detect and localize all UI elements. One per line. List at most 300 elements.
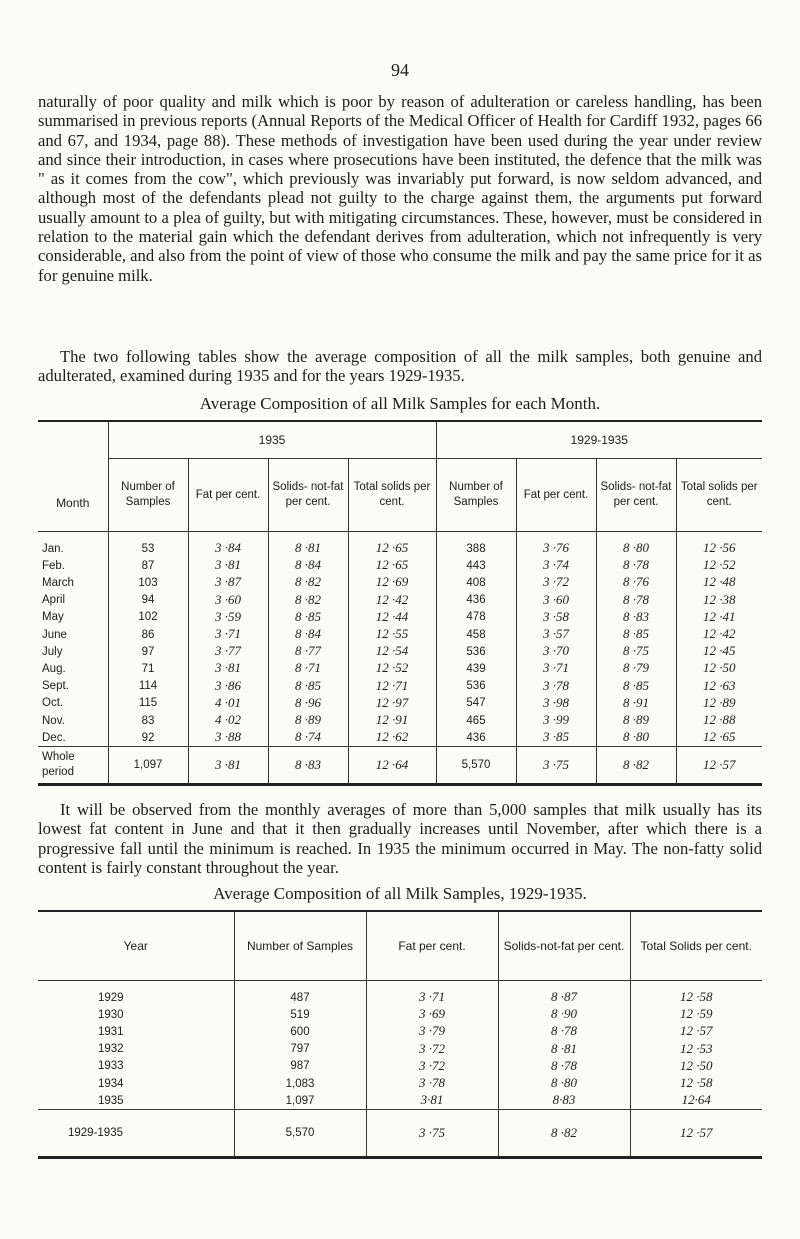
group-1935-header: 1935 [108, 421, 436, 459]
samples-cell: 102 [108, 609, 188, 626]
snf-cell [498, 1075, 630, 1092]
snf-cell-value: 8 ·79 [623, 660, 649, 676]
table-row [38, 660, 762, 677]
samples-cell: 1,097 [108, 747, 188, 785]
snf-cell [268, 609, 348, 626]
col-total-header: Total Solids per cent. [630, 911, 762, 981]
snf-cell-value: 8 ·84 [295, 557, 321, 573]
fat-cell [516, 729, 596, 747]
snf-cell [268, 660, 348, 677]
fat-cell-value: 3 ·79 [419, 1023, 445, 1039]
snf-cell [498, 1110, 630, 1158]
fat-cell-value: 3 ·60 [215, 591, 241, 607]
samples-cell: 53 [108, 532, 188, 558]
table-row [38, 626, 762, 643]
total-cell [676, 609, 762, 626]
samples-cell: 5,570 [234, 1110, 366, 1158]
fat-cell [516, 678, 596, 695]
fat-cell [516, 660, 596, 677]
snf-cell [596, 626, 676, 643]
snf-cell-value: 8 ·75 [623, 643, 649, 659]
fat-cell [366, 1110, 498, 1158]
snf-cell-value: 8 ·80 [551, 1075, 577, 1091]
fat-cell [516, 574, 596, 591]
total-cell [348, 678, 436, 695]
total-cell-value: 12 ·65 [375, 540, 409, 555]
page-number: 94 [391, 60, 409, 80]
fat-cell [188, 729, 268, 747]
fat-cell [188, 592, 268, 609]
total-cell-value: 12 ·63 [703, 677, 736, 693]
total-cell [348, 574, 436, 591]
total-cell [630, 1041, 762, 1058]
snf-cell [596, 660, 676, 677]
snf-cell-value: 8 ·96 [295, 694, 321, 710]
col-fat-header: Fat per cent. [188, 459, 268, 532]
fat-cell-value: 4 ·01 [215, 694, 241, 710]
samples-cell: 1,097 [234, 1092, 366, 1110]
samples-cell: 103 [108, 574, 188, 591]
fat-cell-value: 3 ·76 [543, 540, 569, 555]
col-month-header: Month [56, 495, 90, 510]
snf-cell-value: 8 ·74 [295, 729, 321, 745]
table-row [38, 981, 762, 1007]
fat-cell [366, 1041, 498, 1058]
fat-cell-value: 3 ·81 [215, 756, 241, 772]
samples-cell: 478 [436, 609, 516, 626]
samples-cell: 443 [436, 557, 516, 574]
snf-cell-value: 8 ·84 [295, 626, 321, 642]
col-snf-header: Solids-not-fat per cent. [498, 911, 630, 981]
snf-cell [596, 574, 676, 591]
fat-cell-value: 3 ·88 [215, 729, 241, 745]
total-cell-value: 12 ·52 [375, 660, 409, 676]
fat-cell [516, 712, 596, 729]
snf-cell-value: 8·83 [552, 1092, 576, 1108]
col-samples-header: Number of Samples [108, 459, 188, 532]
table2-caption: Average Composition of all Milk Samples, 1929-1935. [213, 884, 587, 903]
snf-cell-value: 8 ·90 [551, 1006, 577, 1022]
total-cell [348, 643, 436, 660]
total-cell-value: 12 ·41 [703, 608, 736, 624]
paragraph-tables-intro: The two following tables show the average composition of all the milk samples, both genuine and adulterated, examined during 1935 and for the years 1929-1935. [38, 347, 762, 386]
fat-cell-value: 3 ·72 [419, 1057, 445, 1073]
snf-cell-value: 8 ·76 [623, 574, 649, 590]
year-cell: 1934 [98, 1077, 124, 1090]
total-cell-value: 12 ·50 [680, 1057, 713, 1073]
fat-cell-value: 3 ·99 [543, 712, 569, 728]
total-cell-value: 12 ·45 [703, 643, 736, 659]
snf-cell-value: 8 ·85 [623, 626, 649, 642]
samples-cell: 97 [108, 643, 188, 660]
snf-cell-value: 8 ·85 [295, 608, 321, 624]
fat-cell [188, 532, 268, 558]
fat-cell-value: 3 ·70 [543, 643, 569, 659]
samples-cell: 600 [234, 1023, 366, 1040]
year-cell: 1935 [98, 1094, 124, 1107]
samples-cell: 519 [234, 1006, 366, 1023]
samples-cell: 115 [108, 695, 188, 712]
fat-cell-value: 3 ·71 [543, 660, 569, 676]
snf-cell [268, 747, 348, 785]
total-cell-value: 12 ·42 [375, 591, 409, 607]
snf-cell [268, 557, 348, 574]
fat-cell [188, 695, 268, 712]
total-cell [630, 1092, 762, 1110]
samples-cell: 439 [436, 660, 516, 677]
table-row [38, 609, 762, 626]
table-row [38, 592, 762, 609]
fat-cell-value: 3 ·84 [215, 540, 241, 555]
col-samples-header: Number of Samples [234, 911, 366, 981]
year-cell: 1931 [98, 1025, 124, 1038]
samples-cell: 487 [234, 981, 366, 1007]
total-cell [630, 1058, 762, 1075]
fat-cell-value: 3 ·75 [543, 756, 569, 772]
month-cell: Feb. [42, 559, 66, 572]
fat-cell-value: 3 ·71 [215, 626, 241, 642]
col-samples-header: Number of Samples [436, 459, 516, 532]
snf-cell-value: 8 ·71 [295, 660, 321, 676]
total-cell [348, 729, 436, 747]
col-snf-header: Solids- not-fat per cent. [596, 459, 676, 532]
fat-cell [516, 747, 596, 785]
snf-cell [596, 532, 676, 558]
group-1929-1935-header: 1929-1935 [436, 421, 762, 459]
table-row [38, 557, 762, 574]
fat-cell-value: 3 ·98 [543, 694, 569, 710]
snf-cell-value: 8 ·80 [623, 540, 649, 555]
snf-cell-value: 8 ·78 [551, 1023, 577, 1039]
paragraph-intro: naturally of poor quality and milk which is poor by reason of adulteration or careless handling, has been summarised in previous reports (Annual Reports of the Medical Officer of Health for Cardiff 1932, pages 66 and 67, and 1934, page 88). These methods of investigation have been used during the year under review and since their introduction, in cases where prosecutions have been instituted, the defence that the milk was " as it comes from the cow", which previously was invariably put forward, is now seldom advanced, and although most of the defendants plead not guilty to the charge against them, the arguments put forward usually amount to a plea of guilty, but with mitigating circumstances. These, however, must be considered in relation to the material gain which the defendant derives from adulteration, which not infrequently is very considerable, and also from the point of view of those who consume the milk and pay the same price for it as for genuine milk. [38, 92, 762, 285]
col-fat-header: Fat per cent. [516, 459, 596, 532]
snf-cell-value: 8 ·87 [551, 989, 577, 1004]
paragraph-observation: It will be observed from the monthly averages of more than 5,000 samples that milk usually has its lowest fat content in June and that it then gradually increases until November, after which there is a progressive fall until the minimum is reached. In 1935 the minimum occurred in May. The non-fatty solid content is fairly constant throughout the year. [38, 800, 762, 877]
table-row [38, 1075, 762, 1092]
snf-cell [498, 1092, 630, 1110]
snf-cell-value: 8 ·80 [623, 729, 649, 745]
fat-cell [516, 643, 596, 660]
total-cell [630, 1110, 762, 1158]
total-cell [676, 574, 762, 591]
snf-cell [268, 626, 348, 643]
snf-cell [268, 712, 348, 729]
snf-cell [498, 1006, 630, 1023]
snf-cell-value: 8 ·83 [623, 608, 649, 624]
month-cell: Sept. [42, 680, 69, 693]
total-cell-value: 12 ·44 [375, 608, 409, 624]
month-cell: May [42, 611, 64, 624]
total-cell-value: 12 ·89 [703, 694, 736, 710]
fat-cell-value: 3 ·72 [543, 574, 569, 590]
total-cell [676, 729, 762, 747]
total-cell-value: 12 ·88 [703, 712, 736, 728]
total-cell [676, 660, 762, 677]
fat-cell-value: 3 ·77 [215, 643, 241, 659]
samples-cell: 458 [436, 626, 516, 643]
snf-cell-value: 8 ·82 [623, 756, 649, 772]
snf-cell-value: 8 ·82 [295, 574, 321, 590]
total-cell-value: 12 ·52 [703, 557, 736, 573]
total-cell [630, 1023, 762, 1040]
month-cell: July [42, 645, 63, 658]
snf-cell [268, 532, 348, 558]
total-cell [676, 626, 762, 643]
total-cell [630, 981, 762, 1007]
total-cell-value: 12·64 [681, 1092, 711, 1108]
total-cell [676, 592, 762, 609]
fat-cell-value: 3 ·81 [215, 557, 241, 573]
total-cell-value: 12 ·57 [680, 1023, 713, 1039]
table-row [38, 678, 762, 695]
fat-cell [188, 557, 268, 574]
total-cell [630, 1006, 762, 1023]
total-cell-value: 12 ·65 [703, 729, 736, 745]
snf-cell [596, 557, 676, 574]
table-row [38, 1006, 762, 1023]
year-cell: 1932 [98, 1043, 124, 1056]
fat-cell-value: 3 ·57 [543, 626, 569, 642]
snf-cell-value: 8 ·89 [295, 712, 321, 728]
col-total-header: Total solids per cent. [348, 459, 436, 532]
fat-cell [366, 1023, 498, 1040]
snf-cell-value: 8 ·77 [295, 643, 321, 659]
month-cell: Aug. [42, 662, 66, 675]
fat-cell-value: 3 ·74 [543, 557, 569, 573]
snf-cell-value: 8 ·89 [623, 712, 649, 728]
fat-cell [366, 1006, 498, 1023]
fat-cell [188, 574, 268, 591]
samples-cell: 797 [234, 1041, 366, 1058]
snf-cell-value: 8 ·85 [295, 677, 321, 693]
samples-cell: 408 [436, 574, 516, 591]
snf-cell [596, 729, 676, 747]
table-row [38, 532, 762, 558]
fat-cell-value: 3 ·71 [419, 989, 445, 1004]
fat-cell-value: 3 ·85 [543, 729, 569, 745]
year-cell: 1929 [98, 991, 124, 1004]
total-cell [676, 678, 762, 695]
fat-cell [516, 557, 596, 574]
total-cell-value: 12 ·54 [375, 643, 409, 659]
total-cell [348, 626, 436, 643]
total-cell-value: 12 ·97 [375, 694, 409, 710]
total-cell [348, 712, 436, 729]
snf-cell [596, 609, 676, 626]
samples-cell: 536 [436, 643, 516, 660]
table-row [38, 574, 762, 591]
samples-cell: 83 [108, 712, 188, 729]
snf-cell [596, 678, 676, 695]
total-cell [630, 1075, 762, 1092]
snf-cell [268, 695, 348, 712]
fat-cell [188, 643, 268, 660]
table-row [38, 712, 762, 729]
total-row [38, 1110, 762, 1158]
total-cell-value: 12 ·57 [703, 756, 736, 772]
samples-cell: 388 [436, 532, 516, 558]
total-cell-value: 12 ·71 [375, 677, 409, 693]
total-cell-value: 12 ·69 [375, 574, 409, 590]
samples-cell: 114 [108, 678, 188, 695]
month-cell: Nov. [42, 714, 65, 727]
fat-cell [366, 1092, 498, 1110]
snf-cell-value: 8 ·82 [551, 1124, 577, 1140]
fat-cell [516, 532, 596, 558]
fat-cell [188, 660, 268, 677]
total-cell-value: 12 ·56 [703, 540, 736, 555]
snf-cell [596, 643, 676, 660]
total-cell [676, 747, 762, 785]
total-cell-value: 12 ·55 [375, 626, 409, 642]
snf-cell [498, 1058, 630, 1075]
samples-cell: 547 [436, 695, 516, 712]
col-snf-header: Solids- not-fat per cent. [268, 459, 348, 532]
samples-cell: 436 [436, 592, 516, 609]
fat-cell [516, 592, 596, 609]
fat-cell [188, 712, 268, 729]
fat-cell [366, 1058, 498, 1075]
table-row [38, 1058, 762, 1075]
fat-cell-value: 3 ·78 [419, 1075, 445, 1091]
table1-caption: Average Composition of all Milk Samples for each Month. [199, 394, 601, 413]
samples-cell: 92 [108, 729, 188, 747]
total-cell-value: 12 ·58 [680, 1075, 713, 1091]
year-cell: 1933 [98, 1060, 124, 1073]
total-cell [348, 557, 436, 574]
fat-cell-value: 3 ·60 [543, 591, 569, 607]
snf-cell [596, 592, 676, 609]
fat-cell-value: 3 ·75 [419, 1124, 445, 1140]
fat-cell [366, 1075, 498, 1092]
month-cell: March [42, 576, 74, 589]
table-row [38, 643, 762, 660]
fat-cell-value: 3 ·87 [215, 574, 241, 590]
table-row [38, 1092, 762, 1110]
snf-cell [268, 643, 348, 660]
fat-cell [516, 626, 596, 643]
col-year-header: Year [38, 911, 234, 981]
snf-cell-value: 8 ·81 [295, 540, 321, 555]
fat-cell [516, 609, 596, 626]
month-cell: Whole period [38, 747, 108, 785]
table-row [38, 1041, 762, 1058]
snf-cell [268, 729, 348, 747]
month-cell: Jan. [42, 542, 64, 555]
year-cell: 1930 [98, 1008, 124, 1021]
total-cell [676, 643, 762, 660]
samples-cell: 87 [108, 557, 188, 574]
samples-cell: 1,083 [234, 1075, 366, 1092]
snf-cell-value: 8 ·91 [623, 694, 649, 710]
snf-cell [268, 574, 348, 591]
fat-cell [188, 678, 268, 695]
month-cell: April [42, 594, 66, 607]
samples-cell: 5,570 [436, 747, 516, 785]
total-cell-value: 12 ·38 [703, 591, 736, 607]
fat-cell-value: 3·81 [420, 1092, 444, 1108]
total-cell-value: 12 ·64 [375, 756, 409, 772]
total-cell-value: 12 ·57 [680, 1124, 713, 1140]
col-total-header: Total solids per cent. [676, 459, 762, 532]
total-cell [676, 557, 762, 574]
total-cell-value: 12 ·53 [680, 1040, 713, 1056]
total-cell [348, 747, 436, 785]
samples-cell: 987 [234, 1058, 366, 1075]
col-fat-header: Fat per cent. [366, 911, 498, 981]
table-row [38, 729, 762, 747]
yearly-composition-table [38, 910, 762, 1159]
total-cell-value: 12 ·42 [703, 626, 736, 642]
fat-cell-value: 3 ·72 [419, 1040, 445, 1056]
samples-cell: 436 [436, 729, 516, 747]
fat-cell [188, 626, 268, 643]
snf-cell [268, 592, 348, 609]
total-cell-value: 12 ·59 [680, 1006, 713, 1022]
fat-cell-value: 3 ·86 [215, 677, 241, 693]
total-cell-value: 12 ·65 [375, 557, 409, 573]
total-cell-value: 12 ·58 [680, 989, 713, 1004]
year-cell: 1929-1935 [38, 1110, 234, 1158]
total-cell-value: 12 ·91 [375, 712, 409, 728]
snf-cell [596, 712, 676, 729]
fat-cell [366, 981, 498, 1007]
snf-cell [596, 747, 676, 785]
fat-cell-value: 3 ·69 [419, 1006, 445, 1022]
snf-cell [498, 981, 630, 1007]
table-row [38, 1023, 762, 1040]
fat-cell [188, 747, 268, 785]
snf-cell-value: 8 ·78 [551, 1057, 577, 1073]
snf-cell-value: 8 ·85 [623, 677, 649, 693]
total-cell [348, 532, 436, 558]
fat-cell [188, 609, 268, 626]
snf-cell-value: 8 ·83 [295, 756, 321, 772]
fat-cell-value: 4 ·02 [215, 712, 241, 728]
snf-cell [498, 1041, 630, 1058]
total-cell [676, 532, 762, 558]
total-cell [348, 660, 436, 677]
total-cell [348, 695, 436, 712]
snf-cell-value: 8 ·78 [623, 591, 649, 607]
snf-cell [596, 695, 676, 712]
month-cell: June [42, 628, 67, 641]
month-cell: Oct. [42, 697, 64, 710]
snf-cell-value: 8 ·82 [295, 591, 321, 607]
monthly-composition-table [38, 420, 762, 786]
snf-cell-value: 8 ·78 [623, 557, 649, 573]
month-cell: Dec. [42, 731, 66, 744]
fat-cell [516, 695, 596, 712]
fat-cell-value: 3 ·78 [543, 677, 569, 693]
total-cell-value: 12 ·62 [375, 729, 409, 745]
snf-cell [498, 1023, 630, 1040]
total-cell-value: 12 ·50 [703, 660, 736, 676]
fat-cell-value: 3 ·59 [215, 608, 241, 624]
total-cell-value: 12 ·48 [703, 574, 736, 590]
fat-cell-value: 3 ·58 [543, 608, 569, 624]
samples-cell: 94 [108, 592, 188, 609]
whole-period-row [38, 747, 762, 785]
samples-cell: 71 [108, 660, 188, 677]
samples-cell: 465 [436, 712, 516, 729]
snf-cell-value: 8 ·81 [551, 1040, 577, 1056]
total-cell [348, 609, 436, 626]
snf-cell [268, 678, 348, 695]
table-row [38, 695, 762, 712]
total-cell [348, 592, 436, 609]
fat-cell-value: 3 ·81 [215, 660, 241, 676]
